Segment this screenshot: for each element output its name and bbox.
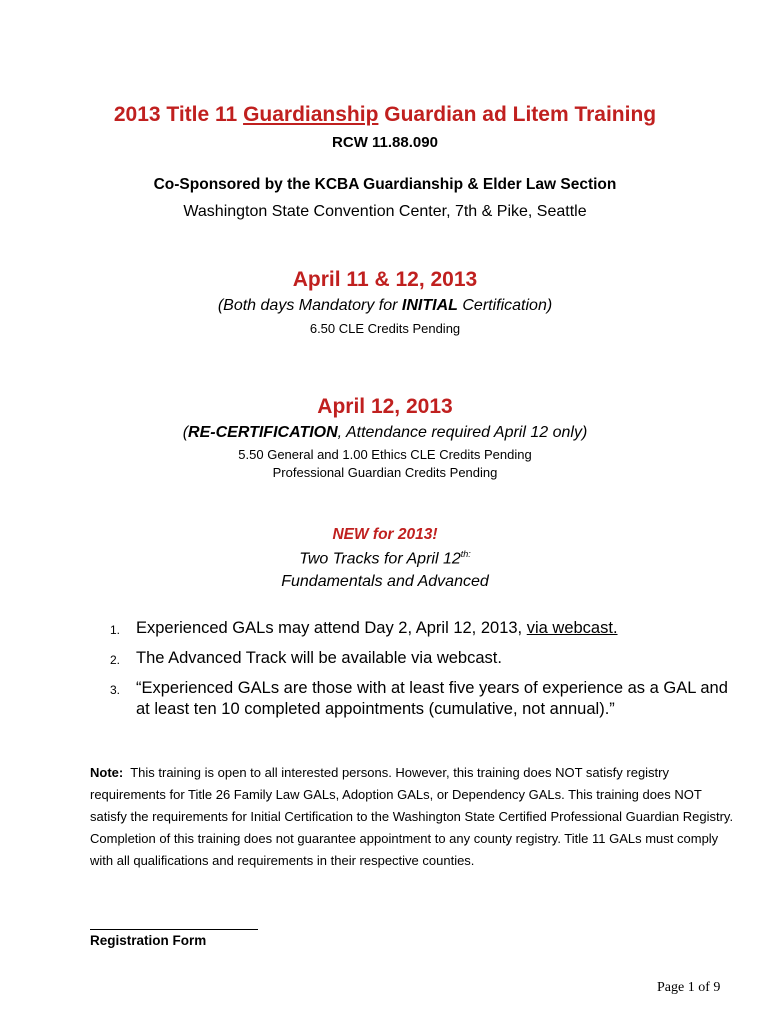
list-item [110,618,730,639]
session1-note-emph: INITIAL [401,297,458,314]
note-paragraph [90,762,740,872]
tracks-text: Two Tracks for April 12 [299,550,461,568]
list-number: 2. [110,653,121,667]
webcast-link[interactable]: via webcast. [526,619,618,637]
list-item [110,648,730,669]
page-title [0,103,770,127]
title-text: 2013 Title 11 [113,103,244,126]
list-number: 1. [110,623,121,637]
session1-date: April 11 & 12, 2013 [292,268,478,291]
list-number: 3. [110,683,121,697]
session2-date: April 12, 2013 [317,395,453,418]
session2-professional: Professional Guardian Credits Pending [272,465,498,480]
session1-note-post: Certification) [457,297,553,314]
registration-form-heading: Registration Form [90,933,207,948]
session1-note-pre: (Both days Mandatory for [217,297,402,314]
rcw-reference: RCW 11.88.090 [332,134,438,151]
title-text-end: Guardian ad Litem Training [378,103,657,126]
list-item [110,678,730,720]
note-text: This training is open to all interested persons. However, this training does NOT satisfy registry requirements for Title 26 Family Law GALs, Adoption GALs, or Dependency GALs. This training does NOT satisfy the requirements for Initial Certification to the Washington State Certified Professional Guardian Registry. Completion of this training does not guarantee appointment to any county registry. Title 11 GALs must comply with all qualifications and requirements in their respective counties. [90,765,734,868]
title-underlined: Guardianship [243,103,379,126]
cosponsor-line: Co-Sponsored by the KCBA Guardianship & Elder Law Section [153,176,617,193]
session1-note [0,297,770,315]
list-item-text: “Experienced GALs are those with at least five years of experience as a GAL and at least ten 10 completed appointments (cumulative, not annual).” [136,679,728,718]
info-list [110,618,730,729]
list-item-text: The Advanced Track will be available via webcast. [136,649,502,667]
page-number: Page 1 of 9 [657,980,721,995]
divider [90,929,258,930]
new-headline: NEW for 2013! [332,526,438,543]
session2-note [0,424,770,442]
note-label: Note: [90,765,124,780]
session2-note-post: , Attendance required April 12 only) [337,424,588,441]
tracks-sup: th: [460,549,471,559]
list-item-text: Experienced GALs may attend Day 2, April 12, 2013, [136,619,527,637]
session2-note-emph: RE-CERTIFICATION [188,424,338,441]
venue-line: Washington State Convention Center, 7th & Pike, Seattle [183,203,587,220]
session1-credits: 6.50 CLE Credits Pending [309,321,461,336]
tracks-names: Fundamentals and Advanced [281,573,489,590]
session2-credits: 5.50 General and 1.00 Ethics CLE Credits Pending [238,447,532,462]
tracks-line [0,549,770,568]
session2-note-open: ( [182,424,189,441]
